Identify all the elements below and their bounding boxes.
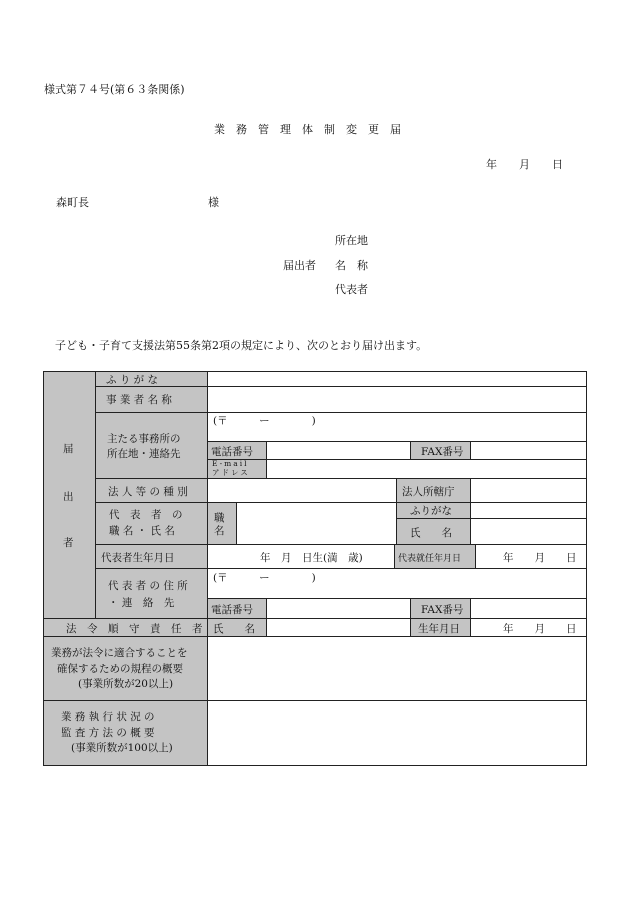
corp-office-label: 法人所轄庁 xyxy=(402,486,455,498)
main-office-label-1: 主たる事務所の xyxy=(107,433,181,445)
furigana-label: ふ り が な xyxy=(106,374,159,386)
side-label-2: 出 xyxy=(63,491,74,503)
business-name-input[interactable] xyxy=(207,386,587,413)
audit-label-2: 監 査 方 法 の 概 要 xyxy=(61,727,155,739)
rep-birth-label: 代表者生年月日 xyxy=(101,552,175,564)
rep-furigana-label: ふりがな xyxy=(410,505,452,517)
rules-label-2: 確保するための規程の概要 xyxy=(57,663,183,675)
corp-office-input[interactable] xyxy=(470,478,587,503)
corp-type-label: 法 人 等 の 種 別 xyxy=(108,486,188,498)
main-office-label-2: 所在地・連絡先 xyxy=(107,448,181,460)
postal-code: (〒 ー ) xyxy=(213,415,316,427)
fax-input[interactable] xyxy=(470,441,587,460)
phone-input[interactable] xyxy=(266,441,411,460)
rep-phone-input[interactable] xyxy=(266,598,411,619)
business-name-label: 事 業 者 名 称 xyxy=(106,394,172,406)
side-label-3: 者 xyxy=(63,537,74,549)
rules-label-3: (事業所数が20以上) xyxy=(78,678,174,690)
rep-start-value: 年 月 日 xyxy=(503,552,577,564)
address-label: 所在地 xyxy=(335,234,368,247)
title-label-1: 職 xyxy=(214,512,225,524)
compliance-label: 法 令 順 守 責 任 者 xyxy=(66,623,203,635)
compliance-birth-label: 生年月日 xyxy=(418,623,460,635)
form-title: 業 務 管 理 体 制 変 更 届 xyxy=(214,123,401,136)
rep-label-1: 代 表 者 の xyxy=(109,509,183,521)
email-label-1: E-mail xyxy=(212,459,249,468)
audit-label-1: 業 務 執 行 状 況 の xyxy=(61,711,155,723)
form-number: 様式第７４号(第６３条関係) xyxy=(44,83,185,96)
rep-address-label-2: ・ 連 絡 先 xyxy=(108,597,175,609)
audit-label-3: (事業所数が100以上) xyxy=(71,742,173,754)
rep-name-input[interactable] xyxy=(470,518,587,545)
rep-title-input[interactable] xyxy=(236,502,397,545)
corp-type-input[interactable] xyxy=(207,478,397,503)
rep-fax-input[interactable] xyxy=(470,598,587,619)
statement: 子ども・子育て支援法第55条第2項の規定により、次のとおり届け出ます。 xyxy=(55,339,428,352)
side-label-1: 届 xyxy=(63,443,74,455)
date-field: 年 月 日 xyxy=(486,158,563,171)
compliance-name-label: 氏 名 xyxy=(213,623,255,635)
rep-postal-code: (〒 ー ) xyxy=(213,572,316,584)
email-label-2: アドレス xyxy=(212,468,250,477)
rules-label-1: 業務が法令に適合することを xyxy=(51,647,188,659)
compliance-birth-value: 年 月 日 xyxy=(503,623,577,635)
rep-label-2: 職 名 ・ 氏 名 xyxy=(109,525,175,537)
name-label: 名 称 xyxy=(335,259,368,272)
representative-label: 代表者 xyxy=(335,283,368,296)
furigana-input[interactable] xyxy=(207,371,587,387)
rep-birth-value: 年 月 日生(満 歳) xyxy=(260,552,363,564)
honorific: 様 xyxy=(208,196,219,209)
fax-label: FAX番号 xyxy=(421,446,464,458)
rep-address-label-cell xyxy=(95,568,208,619)
compliance-name-input[interactable] xyxy=(266,618,411,637)
email-input[interactable] xyxy=(266,459,587,479)
rep-fax-label: FAX番号 xyxy=(421,604,464,616)
rep-start-label: 代表就任年月日 xyxy=(398,554,462,564)
rules-input[interactable] xyxy=(207,636,587,701)
audit-input[interactable] xyxy=(207,700,587,766)
filer-label: 届出者 xyxy=(283,259,316,272)
phone-label: 電話番号 xyxy=(211,446,253,458)
rep-phone-label: 電話番号 xyxy=(211,604,253,616)
addressee: 森町長 xyxy=(56,196,89,209)
rep-address-label-1: 代 表 者 の 住 所 xyxy=(108,580,188,592)
rep-name-label: 氏 名 xyxy=(410,527,452,539)
title-label-2: 名 xyxy=(214,525,225,537)
rep-furigana-input[interactable] xyxy=(470,502,587,519)
